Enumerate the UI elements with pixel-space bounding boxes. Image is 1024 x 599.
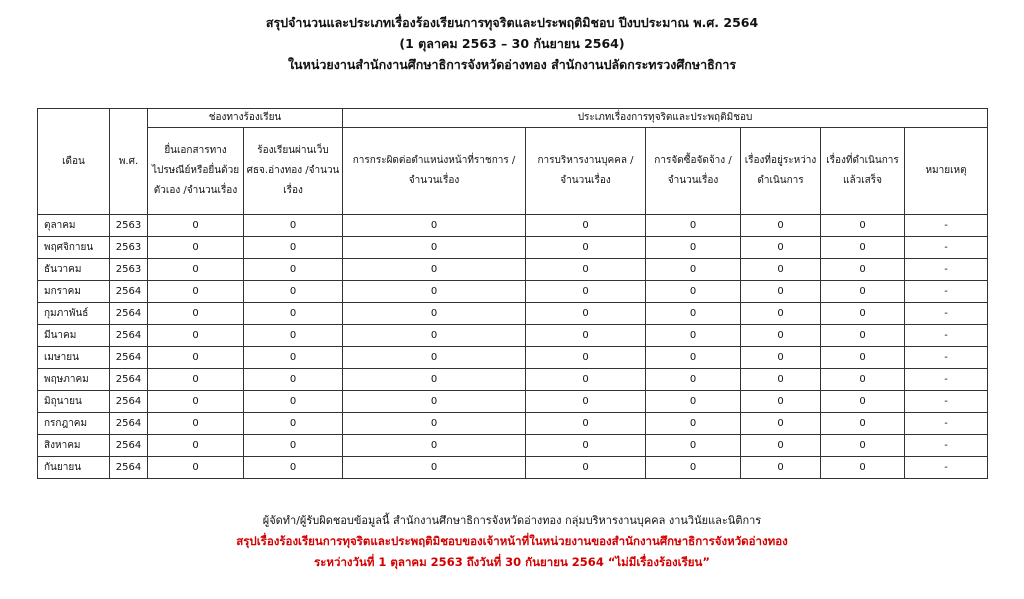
cell-in-progress: 0 <box>741 457 821 479</box>
cell-channel-web: 0 <box>244 325 343 347</box>
cell-year: 2564 <box>110 435 148 457</box>
cell-type-duty: 0 <box>343 325 526 347</box>
cell-channel-document: 0 <box>148 325 244 347</box>
report-organization: ในหน่วยงานสำนักงานศึกษาธิการจังหวัดอ่างทอง สำนักงานปลัดกระทรวงศึกษาธิการ <box>287 57 737 72</box>
cell-remarks: - <box>905 325 988 347</box>
cell-year: 2564 <box>110 281 148 303</box>
cell-completed: 0 <box>821 413 905 435</box>
cell-completed: 0 <box>821 303 905 325</box>
cell-completed: 0 <box>821 347 905 369</box>
cell-month: มกราคม <box>38 281 110 303</box>
table-row <box>38 237 988 259</box>
header-in-progress: เรื่องที่อยู่ระหว่างดำเนินการ <box>741 128 821 215</box>
cell-month: กรกฎาคม <box>38 413 110 435</box>
cell-year: 2564 <box>110 303 148 325</box>
cell-type-procurement: 0 <box>646 237 741 259</box>
cell-type-procurement: 0 <box>646 391 741 413</box>
cell-completed: 0 <box>821 391 905 413</box>
cell-completed: 0 <box>821 435 905 457</box>
cell-type-hr: 0 <box>526 369 646 391</box>
cell-type-procurement: 0 <box>646 259 741 281</box>
cell-completed: 0 <box>821 457 905 479</box>
cell-type-procurement: 0 <box>646 435 741 457</box>
cell-remarks: - <box>905 237 988 259</box>
cell-type-procurement: 0 <box>646 369 741 391</box>
cell-month: มีนาคม <box>38 325 110 347</box>
cell-remarks: - <box>905 281 988 303</box>
table-row <box>38 413 988 435</box>
cell-month: สิงหาคม <box>38 435 110 457</box>
cell-in-progress: 0 <box>741 369 821 391</box>
cell-type-hr: 0 <box>526 237 646 259</box>
cell-in-progress: 0 <box>741 435 821 457</box>
cell-channel-web: 0 <box>244 391 343 413</box>
cell-type-duty: 0 <box>343 369 526 391</box>
cell-type-duty: 0 <box>343 281 526 303</box>
cell-type-duty: 0 <box>343 259 526 281</box>
cell-channel-document: 0 <box>148 457 244 479</box>
footer-responsible: ผู้จัดทำ/ผู้รับผิดชอบข้อมูลนี้ สำนักงานศึกษาธิการจังหวัดอ่างทอง กลุ่มบริหารงานบุคคล งานวินัยและนิติการ <box>262 514 762 527</box>
cell-in-progress: 0 <box>741 325 821 347</box>
cell-channel-web: 0 <box>244 413 343 435</box>
cell-channel-web: 0 <box>244 369 343 391</box>
cell-completed: 0 <box>821 325 905 347</box>
table-row <box>38 347 988 369</box>
cell-type-hr: 0 <box>526 281 646 303</box>
cell-month: ธันวาคม <box>38 259 110 281</box>
header-channels-group: ช่องทางร้องเรียน <box>148 109 343 128</box>
header-month: เดือน <box>38 109 110 215</box>
cell-channel-document: 0 <box>148 237 244 259</box>
cell-remarks: - <box>905 259 988 281</box>
cell-type-duty: 0 <box>343 435 526 457</box>
cell-type-hr: 0 <box>526 347 646 369</box>
cell-type-procurement: 0 <box>646 347 741 369</box>
cell-in-progress: 0 <box>741 281 821 303</box>
cell-type-hr: 0 <box>526 391 646 413</box>
footer-conclusion: ระหว่างวันที่ 1 ตุลาคม 2563 ถึงวันที่ 30 กันยายน 2564 “ไม่มีเรื่องร้องเรียน” <box>314 555 710 569</box>
cell-completed: 0 <box>821 259 905 281</box>
cell-type-duty: 0 <box>343 303 526 325</box>
cell-year: 2564 <box>110 325 148 347</box>
cell-channel-document: 0 <box>148 347 244 369</box>
cell-remarks: - <box>905 303 988 325</box>
header-channel-web: ร้องเรียนผ่านเว็บศธจ.อ่างทอง /จำนวนเรื่อง <box>244 128 343 215</box>
cell-year: 2564 <box>110 347 148 369</box>
cell-month: กุมภาพันธ์ <box>38 303 110 325</box>
header-types-group: ประเภทเรื่องการทุจริตและประพฤติมิชอบ <box>343 109 988 128</box>
cell-type-duty: 0 <box>343 413 526 435</box>
table-body <box>38 215 988 479</box>
header-completed: เรื่องที่ดำเนินการแล้วเสร็จ <box>821 128 905 215</box>
cell-remarks: - <box>905 215 988 237</box>
cell-channel-web: 0 <box>244 303 343 325</box>
cell-in-progress: 0 <box>741 391 821 413</box>
cell-type-hr: 0 <box>526 457 646 479</box>
table-row <box>38 303 988 325</box>
cell-in-progress: 0 <box>741 215 821 237</box>
cell-year: 2563 <box>110 215 148 237</box>
complaints-table <box>37 108 988 479</box>
cell-type-hr: 0 <box>526 435 646 457</box>
cell-month: พฤศจิกายน <box>38 237 110 259</box>
cell-completed: 0 <box>821 281 905 303</box>
header-remarks: หมายเหตุ <box>905 128 988 215</box>
cell-channel-web: 0 <box>244 435 343 457</box>
cell-type-procurement: 0 <box>646 281 741 303</box>
cell-channel-document: 0 <box>148 303 244 325</box>
cell-in-progress: 0 <box>741 413 821 435</box>
cell-type-procurement: 0 <box>646 413 741 435</box>
cell-channel-document: 0 <box>148 215 244 237</box>
cell-channel-web: 0 <box>244 347 343 369</box>
table-row <box>38 259 988 281</box>
cell-completed: 0 <box>821 237 905 259</box>
header-year: พ.ศ. <box>110 109 148 215</box>
cell-year: 2564 <box>110 391 148 413</box>
report-title: สรุปจำนวนและประเภทเรื่องร้องเรียนการทุจริตและประพฤติมิชอบ ปีงบประมาณ พ.ศ. 2564 <box>265 15 759 30</box>
table-row <box>38 215 988 237</box>
header-type-hr: การบริหารงานบุคคล /จำนวนเรื่อง <box>526 128 646 215</box>
cell-channel-web: 0 <box>244 237 343 259</box>
table-row <box>38 391 988 413</box>
footer-summary: สรุปเรื่องร้องเรียนการทุจริตและประพฤติมิชอบของเจ้าหน้าที่ในหน่วยงานของสำนักงานศึกษาธิการจังหวัดอ่างทอง <box>236 534 788 548</box>
cell-channel-document: 0 <box>148 413 244 435</box>
report-footer <box>0 510 1024 573</box>
cell-year: 2563 <box>110 237 148 259</box>
cell-year: 2564 <box>110 369 148 391</box>
cell-channel-document: 0 <box>148 259 244 281</box>
cell-in-progress: 0 <box>741 237 821 259</box>
cell-year: 2563 <box>110 259 148 281</box>
header-type-duty: การกระผิดต่อตำแหน่งหน้าที่ราชการ /จำนวนเรื่อง <box>343 128 526 215</box>
cell-channel-web: 0 <box>244 259 343 281</box>
cell-remarks: - <box>905 369 988 391</box>
cell-channel-web: 0 <box>244 281 343 303</box>
cell-type-hr: 0 <box>526 303 646 325</box>
cell-completed: 0 <box>821 369 905 391</box>
cell-remarks: - <box>905 413 988 435</box>
cell-completed: 0 <box>821 215 905 237</box>
cell-month: กันยายน <box>38 457 110 479</box>
cell-type-duty: 0 <box>343 391 526 413</box>
cell-in-progress: 0 <box>741 347 821 369</box>
cell-channel-document: 0 <box>148 369 244 391</box>
cell-type-hr: 0 <box>526 413 646 435</box>
report-titles <box>0 12 1024 75</box>
header-channel-document: ยื่นเอกสารทางไปรษณีย์หรือยื่นด้วยตัวเอง /จำนวนเรื่อง <box>148 128 244 215</box>
table-row <box>38 435 988 457</box>
report-period: (1 ตุลาคม 2563 – 30 กันยายน 2564) <box>399 36 625 51</box>
cell-type-duty: 0 <box>343 457 526 479</box>
cell-type-hr: 0 <box>526 215 646 237</box>
cell-type-procurement: 0 <box>646 457 741 479</box>
cell-type-duty: 0 <box>343 237 526 259</box>
cell-channel-web: 0 <box>244 457 343 479</box>
cell-month: ตุลาคม <box>38 215 110 237</box>
cell-type-procurement: 0 <box>646 303 741 325</box>
cell-type-duty: 0 <box>343 215 526 237</box>
cell-channel-document: 0 <box>148 391 244 413</box>
cell-remarks: - <box>905 435 988 457</box>
cell-month: พฤษภาคม <box>38 369 110 391</box>
cell-year: 2564 <box>110 457 148 479</box>
cell-remarks: - <box>905 347 988 369</box>
table-row <box>38 457 988 479</box>
header-type-procurement: การจัดซื้อจัดจ้าง /จำนวนเรื่อง <box>646 128 741 215</box>
cell-type-hr: 0 <box>526 259 646 281</box>
cell-channel-document: 0 <box>148 435 244 457</box>
table-row <box>38 281 988 303</box>
cell-type-procurement: 0 <box>646 215 741 237</box>
cell-type-duty: 0 <box>343 347 526 369</box>
cell-channel-document: 0 <box>148 281 244 303</box>
cell-month: เมษายน <box>38 347 110 369</box>
cell-year: 2564 <box>110 413 148 435</box>
cell-type-procurement: 0 <box>646 325 741 347</box>
table-row <box>38 325 988 347</box>
cell-remarks: - <box>905 391 988 413</box>
cell-in-progress: 0 <box>741 259 821 281</box>
cell-channel-web: 0 <box>244 215 343 237</box>
cell-type-hr: 0 <box>526 325 646 347</box>
cell-remarks: - <box>905 457 988 479</box>
table-row <box>38 369 988 391</box>
cell-month: มิถุนายน <box>38 391 110 413</box>
cell-in-progress: 0 <box>741 303 821 325</box>
